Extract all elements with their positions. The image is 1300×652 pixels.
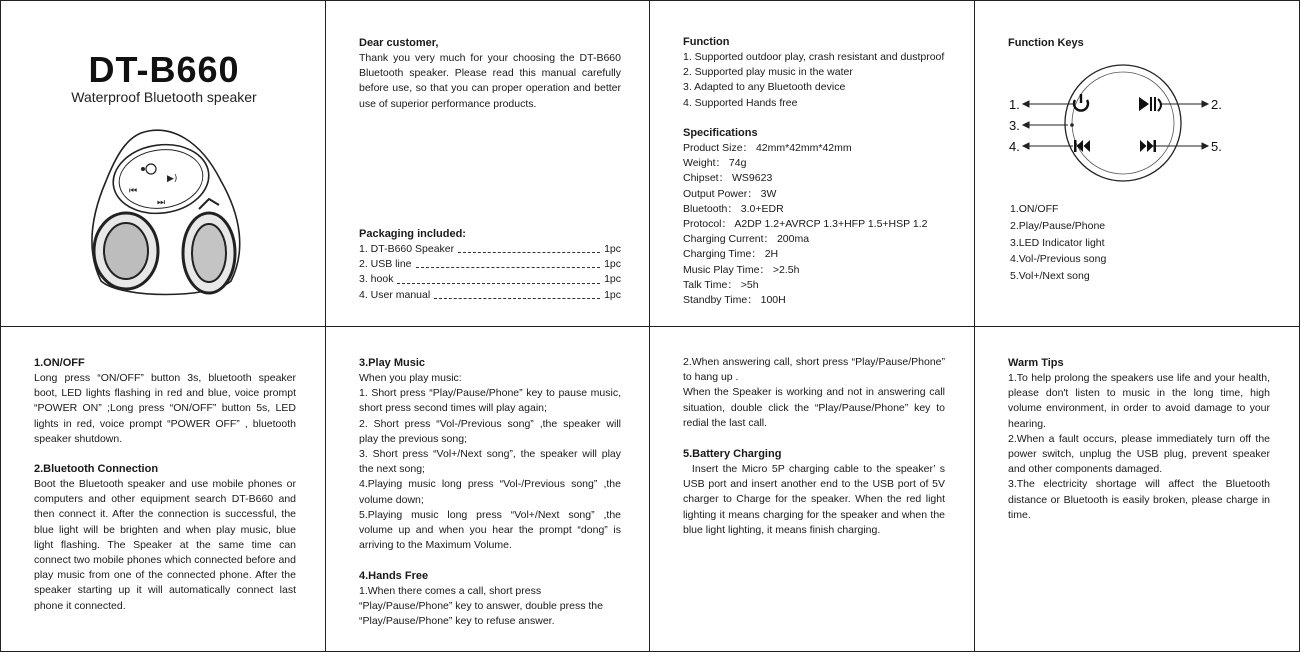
bluetooth-connection-section xyxy=(34,462,296,614)
play-music-panel xyxy=(325,326,650,652)
warm-tip: 1.To help prolong the speakers use life and your health, please don't listen to music in the long time, high volume environment, in order to avoid damage to your hearing. xyxy=(1008,372,1270,430)
packaging-item-qty: 1pc xyxy=(604,258,621,271)
on-off-bluetooth-panel xyxy=(0,326,326,652)
packaging-heading: Packaging included: xyxy=(359,228,466,240)
play-music-line: 5.Playing music long press “Vol+/Next song” ,the volume up and when you hear the prompt “dong” is arriving to the Maximum Volume. xyxy=(359,508,621,552)
play-music-line: 4.Playing music long press “Vol-/Previous song” ,the volume down; xyxy=(359,478,621,506)
callout-2: 2. xyxy=(1211,97,1222,112)
intro-panel xyxy=(325,0,650,327)
leader-dots xyxy=(434,292,600,299)
legend-item: 3.LED Indicator light xyxy=(1010,236,1105,249)
hands-free-section xyxy=(359,569,621,630)
specifications-heading: Specifications xyxy=(683,127,758,139)
packaging-item-label: 2. USB line xyxy=(359,258,412,271)
function-keys-heading: Function Keys xyxy=(1008,37,1084,49)
hands-free-line: 1.When there comes a call, short press xyxy=(359,585,542,597)
legend-item: 2.Play/Pause/Phone xyxy=(1010,219,1106,232)
play-music-line: 2. Short press “Vol-/Previous song” ,the speaker will play the previous song; xyxy=(359,417,621,445)
packaging-item xyxy=(359,257,621,272)
callout-3: 3. xyxy=(1009,118,1020,133)
packaging-item xyxy=(359,288,621,303)
previous-icon xyxy=(1074,140,1090,152)
speaker-illustration xyxy=(81,121,251,301)
packaging-item-qty: 1pc xyxy=(604,243,621,255)
spec-item: Chipset： WS9623 xyxy=(683,172,773,185)
function-spec-panel xyxy=(649,0,975,327)
play-pause-phone-icon xyxy=(1139,97,1161,111)
cover-panel xyxy=(0,0,326,327)
warm-tips-section xyxy=(1008,356,1270,523)
model-subtitle: Waterproof Bluetooth speaker xyxy=(71,89,257,105)
battery-section xyxy=(683,447,945,538)
legend-item: 1.ON/OFF xyxy=(1010,203,1059,215)
spec-item: Bluetooth： 3.0+EDR xyxy=(683,202,784,215)
warm-tip: 2.When a fault occurs, please immediately turn off the power switch, unplug the USB plug, prevent speaker and other components damaged. xyxy=(1008,432,1270,476)
warm-tips-panel xyxy=(974,326,1300,652)
function-item: 2. Supported play music in the water xyxy=(683,66,853,79)
led-indicator-icon xyxy=(1070,123,1074,127)
hands-free-continued xyxy=(683,355,945,431)
packaging-item-label: 3. hook xyxy=(359,273,394,286)
play-music-section xyxy=(359,356,621,553)
on-off-body: Long press “ON/OFF” button 3s, bluetooth speaker boot, LED lights flashing in red and blue, voice prompt “POWER ON” ;Long press “ON/OFF” button 5s, LED lights in red, voice prompt “POWER OFF” , bluetooth speaker shutdown. xyxy=(34,372,296,445)
greeting-body: Thank you very much for your choosing the DT-B660 Bluetooth speaker. Please read this manual carefully before use, so that you can proper operation and better use of superior performance products. xyxy=(359,52,621,110)
packaging-item-label: 1. DT-B660 Speaker xyxy=(359,243,455,255)
battery-panel xyxy=(649,326,975,652)
play-music-line: When you play music: xyxy=(359,372,462,384)
hands-free-line: “Play/Pause/Phone” key to refuse answer. xyxy=(359,615,555,628)
packaging-section xyxy=(359,227,621,303)
spec-item: Talk Time： >5h xyxy=(683,278,759,291)
leader-dots xyxy=(416,261,601,268)
function-heading: Function xyxy=(683,36,730,48)
spec-item: Protocol： A2DP 1.2+AVRCP 1.3+HFP 1.5+HSP 1.2 xyxy=(683,218,928,231)
leader-dots xyxy=(397,277,600,284)
callout-4: 4. xyxy=(1009,139,1020,154)
function-item: 1. Supported outdoor play, crash resistant and dustproof xyxy=(683,51,945,63)
warm-tips-heading: Warm Tips xyxy=(1008,357,1064,369)
packaging-item xyxy=(359,242,621,257)
legend-item: 5.Vol+/Next song xyxy=(1010,270,1090,283)
spec-item: Product Size： 42mm*42mm*42mm xyxy=(683,142,852,154)
on-off-section xyxy=(34,356,296,447)
hands-free-heading: 4.Hands Free xyxy=(359,570,429,582)
hands-free-line: “Play/Pause/Phone” key to answer, double press the xyxy=(359,600,603,613)
play-music-heading: 3.Play Music xyxy=(359,357,426,369)
model-title: DT-B660 xyxy=(88,49,240,90)
on-off-heading: 1.ON/OFF xyxy=(34,357,85,369)
callout-1: 1. xyxy=(1009,97,1020,112)
function-keys-panel xyxy=(974,0,1300,327)
play-music-line: 3. Short press “Vol+/Next song”, the speaker will play the next song; xyxy=(359,448,621,476)
spec-item: Weight： 74g xyxy=(683,157,747,170)
battery-body: Insert the Micro 5P charging cable to the speaker’ s USB port and insert another end to the USB port of 5V charger to Charge for the speaker. When the red light lighting it means charging for the speaker and when the blue light lighting, it means finish charging. xyxy=(683,463,945,536)
hands-free-cont-line: When the Speaker is working and not in answering call situation, double click the “Play/Pause/Phone” key to redial the last call. xyxy=(683,386,945,429)
packaging-item xyxy=(359,272,621,287)
speaker-next-glyph: ⏭ xyxy=(157,198,166,208)
packaging-item-qty: 1pc xyxy=(604,288,621,301)
spec-item: Standby Time： 100H xyxy=(683,294,786,307)
function-keys-diagram xyxy=(1003,63,1243,188)
spec-item: Charging Current： 200ma xyxy=(683,233,810,246)
function-keys-legend xyxy=(1010,201,1106,285)
specifications-section xyxy=(683,126,953,308)
callout-5: 5. xyxy=(1211,139,1222,154)
warm-tip: 3.The electricity shortage will affect the Bluetooth distance or Bluetooth is easily broken, please charge in time. xyxy=(1008,478,1270,521)
next-icon xyxy=(1140,140,1156,152)
battery-heading: 5.Battery Charging xyxy=(683,448,782,460)
packaging-item-qty: 1pc xyxy=(604,273,621,286)
packaging-item-label: 4. User manual xyxy=(359,288,431,301)
legend-item: 4.Vol-/Previous song xyxy=(1010,253,1107,266)
greeting-heading: Dear customer, xyxy=(359,37,439,49)
speaker-prev-glyph: ⏮ xyxy=(129,186,138,196)
leader-dots xyxy=(458,246,600,253)
function-item: 4. Supported Hands free xyxy=(683,96,798,109)
hands-free-cont-line: 2.When answering call, short press “Play/Pause/Phone” to hang up . xyxy=(683,356,945,384)
bluetooth-connection-body: Boot the Bluetooth speaker and use mobile phones or computers and other equipment search DT-B660 and then connect it. After the connection is successful, the blue light will be brighten and when play music, blue light flashing. The Speaker at the same time can connect two mobile phones which connected before and play music from one of the connected phone. After the speaker starting up it will automatically connect last phone it connected. xyxy=(34,478,296,612)
function-item: 3. Adapted to any Bluetooth device xyxy=(683,81,846,94)
play-music-line: 1. Short press “Play/Pause/Phone” key to pause music, short press second times will play again; xyxy=(359,387,621,415)
spec-item: Music Play Time： >2.5h xyxy=(683,263,800,276)
speaker-play-glyph: ▶) xyxy=(167,174,178,184)
spec-item: Output Power： 3W xyxy=(683,187,777,200)
function-section xyxy=(683,35,953,111)
bluetooth-connection-heading: 2.Bluetooth Connection xyxy=(34,463,159,475)
spec-item: Charging Time： 2H xyxy=(683,248,779,261)
